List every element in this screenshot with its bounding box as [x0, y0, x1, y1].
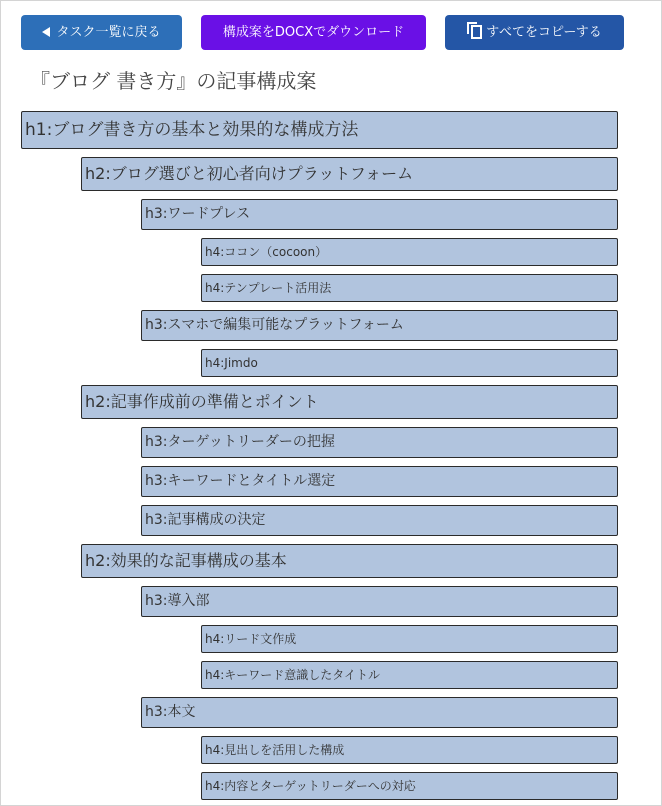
outline-item-h2: h2:効果的な記事構成の基本 — [81, 544, 618, 578]
outline-item-h4: h4:リード文作成 — [201, 625, 618, 653]
toolbar — [21, 15, 641, 50]
outline-item-h4: h4:見出しを活用した構成 — [201, 736, 618, 764]
outline-item-h2: h2:記事作成前の準備とポイント — [81, 385, 618, 419]
outline-item-h4: h4:内容とターゲットリーダーへの対応 — [201, 772, 618, 800]
download-docx-button[interactable] — [201, 15, 426, 50]
outline-item-h3: h3:導入部 — [141, 586, 618, 617]
outline-item-h3: h3:スマホで編集可能なプラットフォーム — [141, 310, 618, 341]
outline-item-h3: h3:本文 — [141, 697, 618, 728]
outline-item-h4: h4:テンプレート活用法 — [201, 274, 618, 302]
copy-icon — [467, 22, 482, 39]
back-button-label: タスク一覧に戻る — [56, 25, 161, 40]
triangle-left-icon — [42, 27, 50, 37]
download-docx-label: 構成案をDOCXでダウンロード — [222, 25, 405, 40]
back-to-task-list-button[interactable] — [21, 15, 182, 50]
outline-item-h4: h4:ココン（cocoon） — [201, 238, 618, 266]
outline-item-h3: h3:キーワードとタイトル選定 — [141, 466, 618, 497]
copy-all-label: すべてをコピーする — [486, 25, 602, 40]
outline-item-h3: h3:ターゲットリーダーの把握 — [141, 427, 618, 458]
page-title: 『ブログ 書き方』の記事構成案 — [30, 69, 317, 93]
outline-item-h3: h3:ワードプレス — [141, 199, 618, 230]
outline-item-h2: h2:ブログ選びと初心者向けプラットフォーム — [81, 157, 618, 191]
outline-item-h4: h4:キーワード意識したタイトル — [201, 661, 618, 689]
copy-all-button[interactable] — [445, 15, 624, 50]
outline-item-h3: h3:記事構成の決定 — [141, 505, 618, 536]
outline-item-h4: h4:Jimdo — [201, 349, 618, 377]
outline-item-h1: h1:ブログ書き方の基本と効果的な構成方法 — [21, 111, 618, 149]
